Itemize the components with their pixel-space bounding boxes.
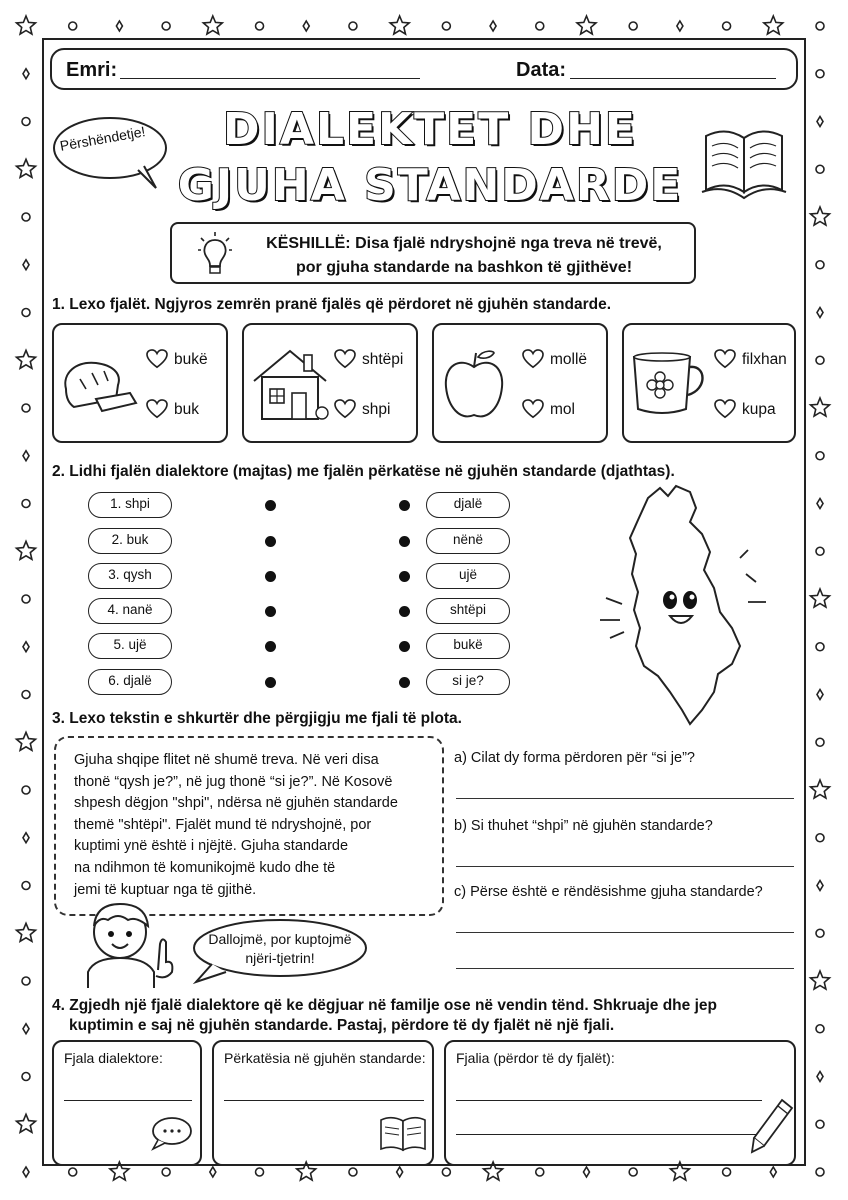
border-circle	[723, 1168, 731, 1176]
border-diamond	[677, 21, 683, 31]
question-1-text: 1. Lexo fjalët. Ngjyros zemrën pranë fjalës që përdoret në gjuhën standarde.	[52, 296, 612, 313]
option-word: shtëpi	[362, 351, 404, 368]
reading-line: na ndihmon të komunikojmë kudo dhe të	[74, 859, 336, 876]
match-dot-left[interactable]	[265, 571, 276, 582]
answer-line-3c-2[interactable]	[456, 968, 794, 969]
border-circle	[22, 1073, 30, 1081]
border-diamond	[303, 21, 309, 31]
border-circle	[816, 643, 824, 651]
border-star	[17, 923, 36, 941]
border-circle	[349, 1168, 357, 1176]
option-word: mollë	[550, 351, 588, 368]
option-word: filxhan	[742, 351, 787, 368]
border-star	[764, 16, 783, 34]
border-diamond	[23, 260, 29, 270]
match-dot-left[interactable]	[265, 500, 276, 511]
answer-line-3c-1[interactable]	[456, 932, 794, 933]
page-title-line1: DIALEKTET DHE	[223, 104, 637, 155]
border-circle	[22, 500, 30, 508]
border-diamond	[23, 1024, 29, 1034]
border-circle	[22, 213, 30, 221]
heart-checkbox-shpi[interactable]	[334, 399, 356, 419]
border-circle	[816, 22, 824, 30]
book-icon	[700, 122, 790, 202]
border-circle	[816, 547, 824, 555]
word-card-cup	[622, 323, 796, 443]
box-label: Fjala dialektore:	[64, 1050, 163, 1066]
house-icon	[250, 345, 330, 425]
border-circle	[816, 834, 824, 842]
border-circle	[536, 1168, 544, 1176]
border-diamond	[116, 21, 122, 31]
albania-map-icon	[598, 478, 768, 728]
standard-word-pill[interactable]: bukë	[426, 633, 510, 659]
border-circle	[723, 22, 731, 30]
option-word: shpi	[362, 401, 391, 418]
reading-line: kuptimi ynë është i njëjtë. Gjuha standarde	[74, 838, 349, 855]
border-circle	[162, 22, 170, 30]
standard-word-input-line[interactable]	[224, 1100, 424, 1101]
speech-line1: Dallojmë, por kuptojmë	[208, 931, 352, 947]
reading-line: jemi të kuptuar nga të gjithë.	[74, 881, 257, 898]
dialect-word-box	[52, 1040, 202, 1166]
dialect-word-pill[interactable]: 6. djalë	[88, 669, 172, 695]
border-diamond	[397, 1167, 403, 1177]
speech-line2: njëri-tjetrin!	[245, 950, 315, 966]
tip-box	[170, 222, 696, 284]
standard-word-pill[interactable]: djalë	[426, 492, 510, 518]
match-dot-left[interactable]	[265, 641, 276, 652]
border-circle	[162, 1168, 170, 1176]
border-star	[17, 541, 36, 559]
border-circle	[816, 1168, 824, 1176]
option-word: mol	[550, 401, 575, 418]
tip-line2: por gjuha standarde na bashkon të gjithëve!	[295, 259, 633, 276]
border-circle	[816, 452, 824, 460]
speech-bubble-text	[196, 930, 364, 968]
border-circle	[22, 595, 30, 603]
border-circle	[22, 691, 30, 699]
border-star	[811, 589, 830, 607]
border-star	[203, 16, 222, 34]
border-diamond	[23, 833, 29, 843]
border-diamond	[23, 642, 29, 652]
border-circle	[69, 1168, 77, 1176]
bread-icon	[60, 355, 140, 417]
tip-line1: Disa fjalë ndryshojnë nga treva në trevë,	[355, 235, 662, 252]
boy-icon	[74, 896, 184, 988]
border-circle	[629, 22, 637, 30]
border-star	[17, 1114, 36, 1132]
border-circle	[69, 22, 77, 30]
border-diamond	[23, 69, 29, 79]
box-label: Fjalia (përdor të dy fjalët):	[456, 1050, 615, 1066]
heart-checkbox-buke[interactable]	[146, 349, 168, 369]
question-3a: a) Cilat dy forma përdoren për “si je”?	[454, 750, 695, 766]
question-4-text	[52, 996, 717, 1036]
option-word: kupa	[742, 401, 776, 418]
book-small-icon	[378, 1114, 428, 1154]
heart-checkbox-kupa[interactable]	[714, 399, 736, 419]
border-star	[577, 16, 596, 34]
tip-text	[244, 232, 684, 280]
reading-line: thonë “qysh je?”, në jug thonë “si je?”. Në Kosovë	[74, 773, 393, 790]
border-circle	[816, 261, 824, 269]
chat-bubble-icon	[150, 1116, 192, 1150]
standard-word-pill[interactable]: shtëpi	[426, 598, 510, 624]
border-diamond	[490, 21, 496, 31]
match-dot-left[interactable]	[265, 677, 276, 688]
border-star	[811, 971, 830, 989]
box-label: Përkatësia në gjuhën standarde:	[224, 1050, 426, 1066]
border-star	[17, 732, 36, 750]
heart-checkbox-mol[interactable]	[522, 399, 544, 419]
border-circle	[442, 1168, 450, 1176]
tip-label: KËSHILLË:	[266, 235, 351, 252]
border-star	[390, 16, 409, 34]
match-dot-right[interactable]	[399, 536, 410, 547]
option-word: buk	[174, 401, 199, 418]
border-circle	[442, 22, 450, 30]
lightbulb-icon	[198, 232, 232, 276]
dialect-word-pill[interactable]: 3. qysh	[88, 563, 172, 589]
border-star	[811, 780, 830, 798]
match-dot-left[interactable]	[265, 606, 276, 617]
date-input-line[interactable]	[570, 78, 776, 79]
greeting-text: Përshëndetje!	[58, 123, 147, 154]
border-circle	[816, 1025, 824, 1033]
sentence-box	[444, 1040, 796, 1166]
question-3-text: 3. Lexo tekstin e shkurtër dhe përgjigju me fjali të plota.	[52, 710, 462, 727]
border-circle	[536, 22, 544, 30]
match-dot-right[interactable]	[399, 641, 410, 652]
dialect-word-pill[interactable]: 2. buk	[88, 528, 172, 554]
border-circle	[816, 165, 824, 173]
border-circle	[256, 22, 264, 30]
option-word: bukë	[174, 351, 208, 368]
border-circle	[256, 1168, 264, 1176]
question-2-text: 2. Lidhi fjalën dialektore (majtas) me fjalën përkatëse në gjuhën standarde (djathtas).	[52, 463, 675, 480]
standard-word-pill[interactable]: ujë	[426, 563, 510, 589]
apple-icon	[440, 345, 510, 425]
cup-icon	[630, 351, 710, 417]
border-diamond	[817, 499, 823, 509]
border-circle	[22, 977, 30, 985]
reading-line: themë "shtëpi". Fjalët mund të ndryshojnë, por	[74, 816, 372, 833]
match-dot-right[interactable]	[399, 606, 410, 617]
heart-checkbox-shtepi[interactable]	[334, 349, 356, 369]
word-card-apple	[432, 323, 608, 443]
border-circle	[349, 22, 357, 30]
match-dot-right[interactable]	[399, 677, 410, 688]
question-3b: b) Si thuhet “shpi” në gjuhën standarde?	[454, 818, 713, 834]
border-circle	[22, 309, 30, 317]
question-4-line2: kuptimin e saj në gjuhën standarde. Pastaj, përdore të dy fjalët në një fjali.	[69, 1017, 615, 1034]
border-diamond	[817, 1072, 823, 1082]
border-star	[811, 398, 830, 416]
border-diamond	[817, 117, 823, 127]
question-4-line1: 4. Zgjedh një fjalë dialektore që ke dëgjuar në familje ose në vendin tënd. Shkruaje dhe jep	[52, 997, 717, 1014]
word-card-bread	[52, 323, 228, 443]
standard-word-pill[interactable]: nënë	[426, 528, 510, 554]
standard-word-pill[interactable]: si je?	[426, 669, 510, 695]
reading-line: shpesh dëgjon "shpi", ndërsa në gjuhën standarde	[74, 795, 398, 812]
border-circle	[22, 786, 30, 794]
match-dot-left[interactable]	[265, 536, 276, 547]
border-diamond	[583, 1167, 589, 1177]
border-star	[17, 350, 36, 368]
border-diamond	[210, 1167, 216, 1177]
border-circle	[22, 118, 30, 126]
heart-checkbox-molle[interactable]	[522, 349, 544, 369]
reading-passage	[74, 750, 434, 901]
border-star	[811, 207, 830, 225]
name-label: Emri:	[66, 59, 118, 81]
border-circle	[816, 70, 824, 78]
border-diamond	[817, 881, 823, 891]
border-circle	[816, 356, 824, 364]
match-dot-right[interactable]	[399, 571, 410, 582]
border-diamond	[23, 1167, 29, 1177]
name-date-box	[50, 48, 798, 90]
answer-line-3b[interactable]	[456, 866, 794, 867]
heart-checkbox-filxhan[interactable]	[714, 349, 736, 369]
dialect-word-pill[interactable]: 5. ujë	[88, 633, 172, 659]
border-circle	[22, 404, 30, 412]
border-star	[17, 16, 36, 34]
sentence-input-line-1[interactable]	[456, 1100, 762, 1101]
dialect-word-pill[interactable]: 1. shpi	[88, 492, 172, 518]
border-diamond	[770, 1167, 776, 1177]
answer-line-3a[interactable]	[456, 798, 794, 799]
dialect-word-input-line[interactable]	[64, 1100, 192, 1101]
page-title-line2: GJUHA STANDARDE	[177, 160, 683, 211]
question-3c: c) Përse është e rëndësishme gjuha standarde?	[454, 884, 763, 900]
reading-passage-box	[54, 736, 444, 916]
dialect-word-pill[interactable]: 4. nanë	[88, 598, 172, 624]
border-circle	[816, 738, 824, 746]
border-circle	[629, 1168, 637, 1176]
reading-line: Gjuha shqipe flitet në shumë treva. Në veri disa	[74, 752, 379, 768]
date-label: Data:	[516, 59, 567, 81]
standard-word-box	[212, 1040, 434, 1166]
border-star	[17, 159, 36, 177]
match-dot-right[interactable]	[399, 500, 410, 511]
heart-checkbox-buk[interactable]	[146, 399, 168, 419]
word-card-house	[242, 323, 418, 443]
pencil-icon	[750, 1096, 794, 1156]
border-diamond	[817, 308, 823, 318]
border-circle	[816, 1120, 824, 1128]
border-circle	[22, 882, 30, 890]
sentence-input-line-2[interactable]	[456, 1134, 762, 1135]
name-input-line[interactable]	[120, 78, 420, 79]
border-diamond	[23, 451, 29, 461]
border-circle	[816, 929, 824, 937]
border-diamond	[817, 690, 823, 700]
